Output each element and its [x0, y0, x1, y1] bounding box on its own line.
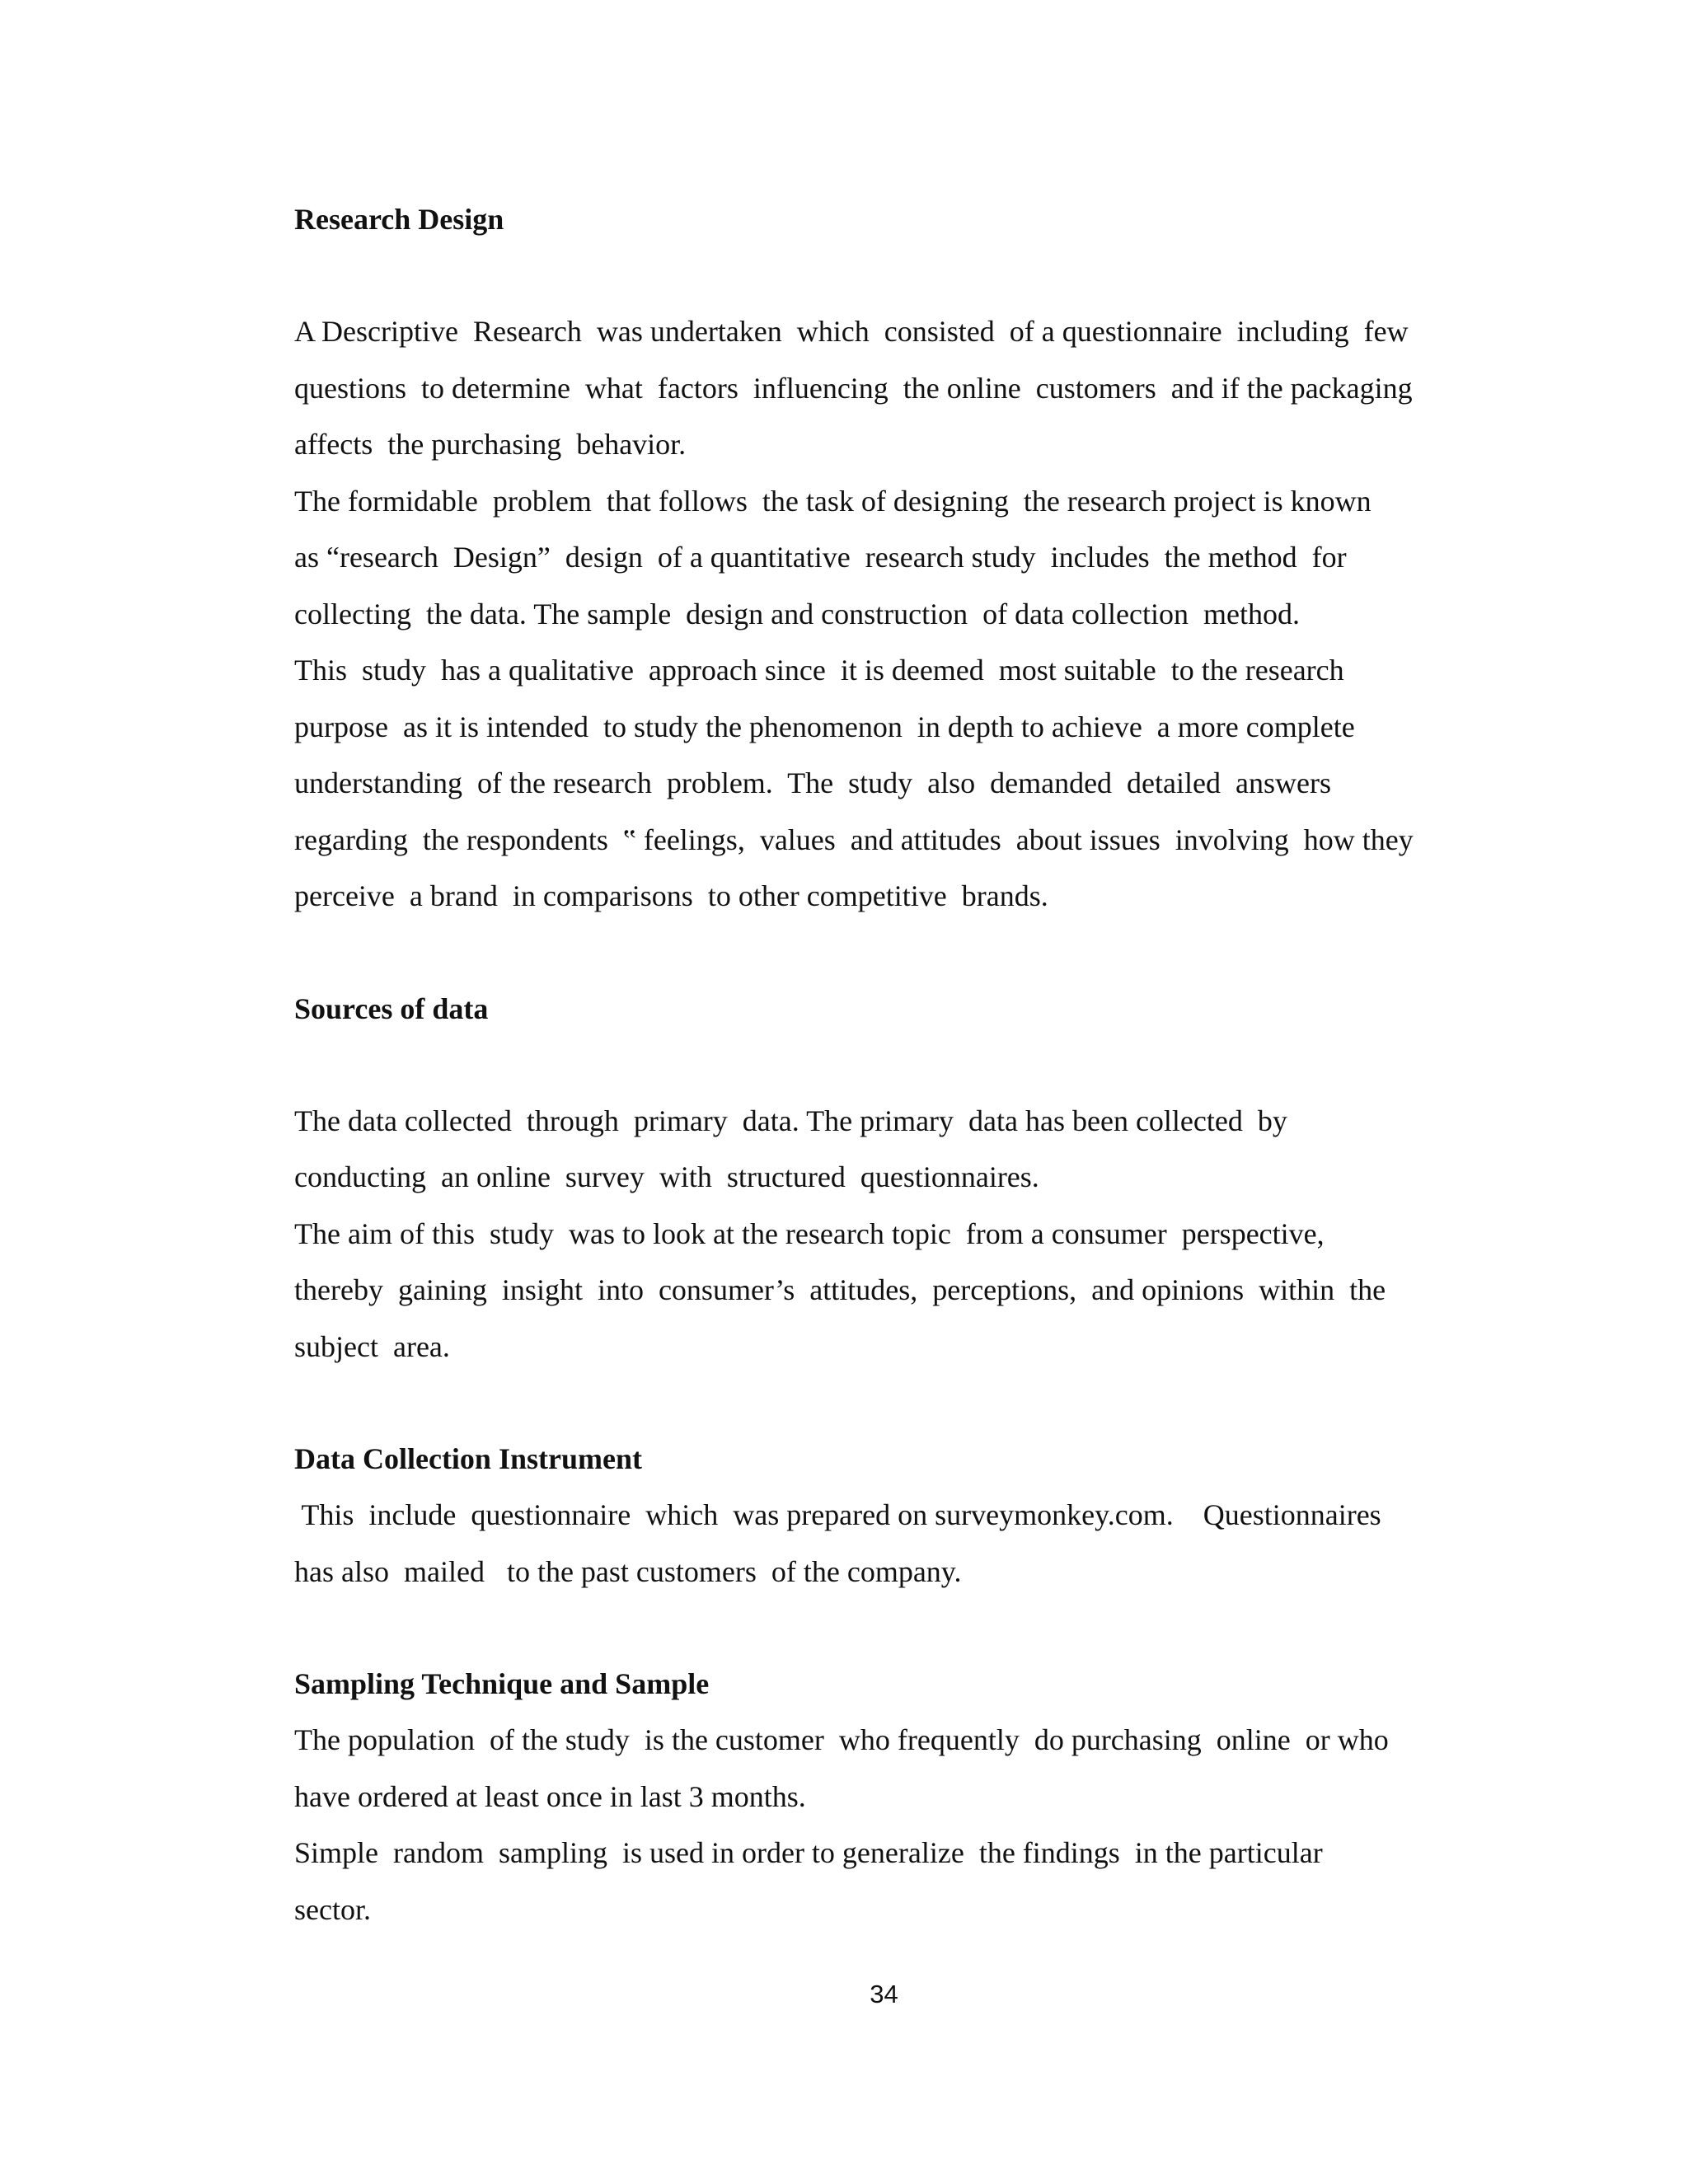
body-line: has also mailed to the past customers of the company. — [294, 1554, 962, 1588]
body-line: The population of the study is the customer who frequently do purchasing online or who — [294, 1723, 1389, 1756]
page-number: 34 — [870, 1980, 898, 2008]
section-heading-data-collection-instrument: Data Collection Instrument — [294, 1442, 642, 1475]
body-line: This include questionnaire which was prepared on surveymonkey.com. Questionnaires — [294, 1498, 1381, 1531]
body-line: purpose as it is intended to study the phenomenon in depth to achieve a more complete — [294, 710, 1355, 743]
body-line: A Descriptive Research was undertaken which consisted of a questionnaire including few — [294, 315, 1409, 348]
page-content — [294, 191, 1506, 1938]
section-heading-sources-of-data: Sources of data — [294, 991, 489, 1025]
body-line: sector. — [294, 1892, 371, 1926]
section-body-sources-of-data — [294, 1093, 1506, 1376]
body-line: have ordered at least once in last 3 months. — [294, 1779, 806, 1813]
body-line: as “research Design” design of a quantitative research study includes the method for — [294, 541, 1347, 574]
body-line: understanding of the research problem. The study also demanded detailed answers — [294, 766, 1331, 799]
section-body-data-collection-instrument — [294, 1487, 1506, 1600]
section-heading-research-design: Research Design — [294, 203, 504, 236]
body-line: This study has a qualitative approach since it is deemed most suitable to the research — [294, 654, 1344, 687]
section-heading-sampling-technique: Sampling Technique and Sample — [294, 1667, 710, 1700]
body-line: conducting an online survey with structured questionnaires. — [294, 1160, 1039, 1193]
body-line: The data collected through primary data. The primary data has been collected by — [294, 1104, 1287, 1137]
body-line: questions to determine what factors influencing the online customers and if the packaging — [294, 371, 1413, 405]
section-body-research-design — [294, 303, 1506, 925]
body-line: The formidable problem that follows the task of designing the research project is known — [294, 484, 1372, 518]
body-line: regarding the respondents ‟ feelings, values and attitudes about issues involving how they — [294, 823, 1414, 856]
body-line: subject area. — [294, 1329, 450, 1363]
body-line: affects the purchasing behavior. — [294, 428, 687, 461]
body-line: The aim of this study was to look at the research topic from a consumer perspective, — [294, 1216, 1325, 1250]
body-line: thereby gaining insight into consumer’s attitudes, perceptions, and opinions within the — [294, 1273, 1386, 1306]
body-line: perceive a brand in comparisons to other competitive brands. — [294, 879, 1048, 912]
body-line: collecting the data. The sample design and construction of data collection method. — [294, 597, 1300, 630]
body-line: Simple random sampling is used in order to generalize the findings in the particular — [294, 1836, 1323, 1869]
section-body-sampling-technique — [294, 1712, 1506, 1938]
